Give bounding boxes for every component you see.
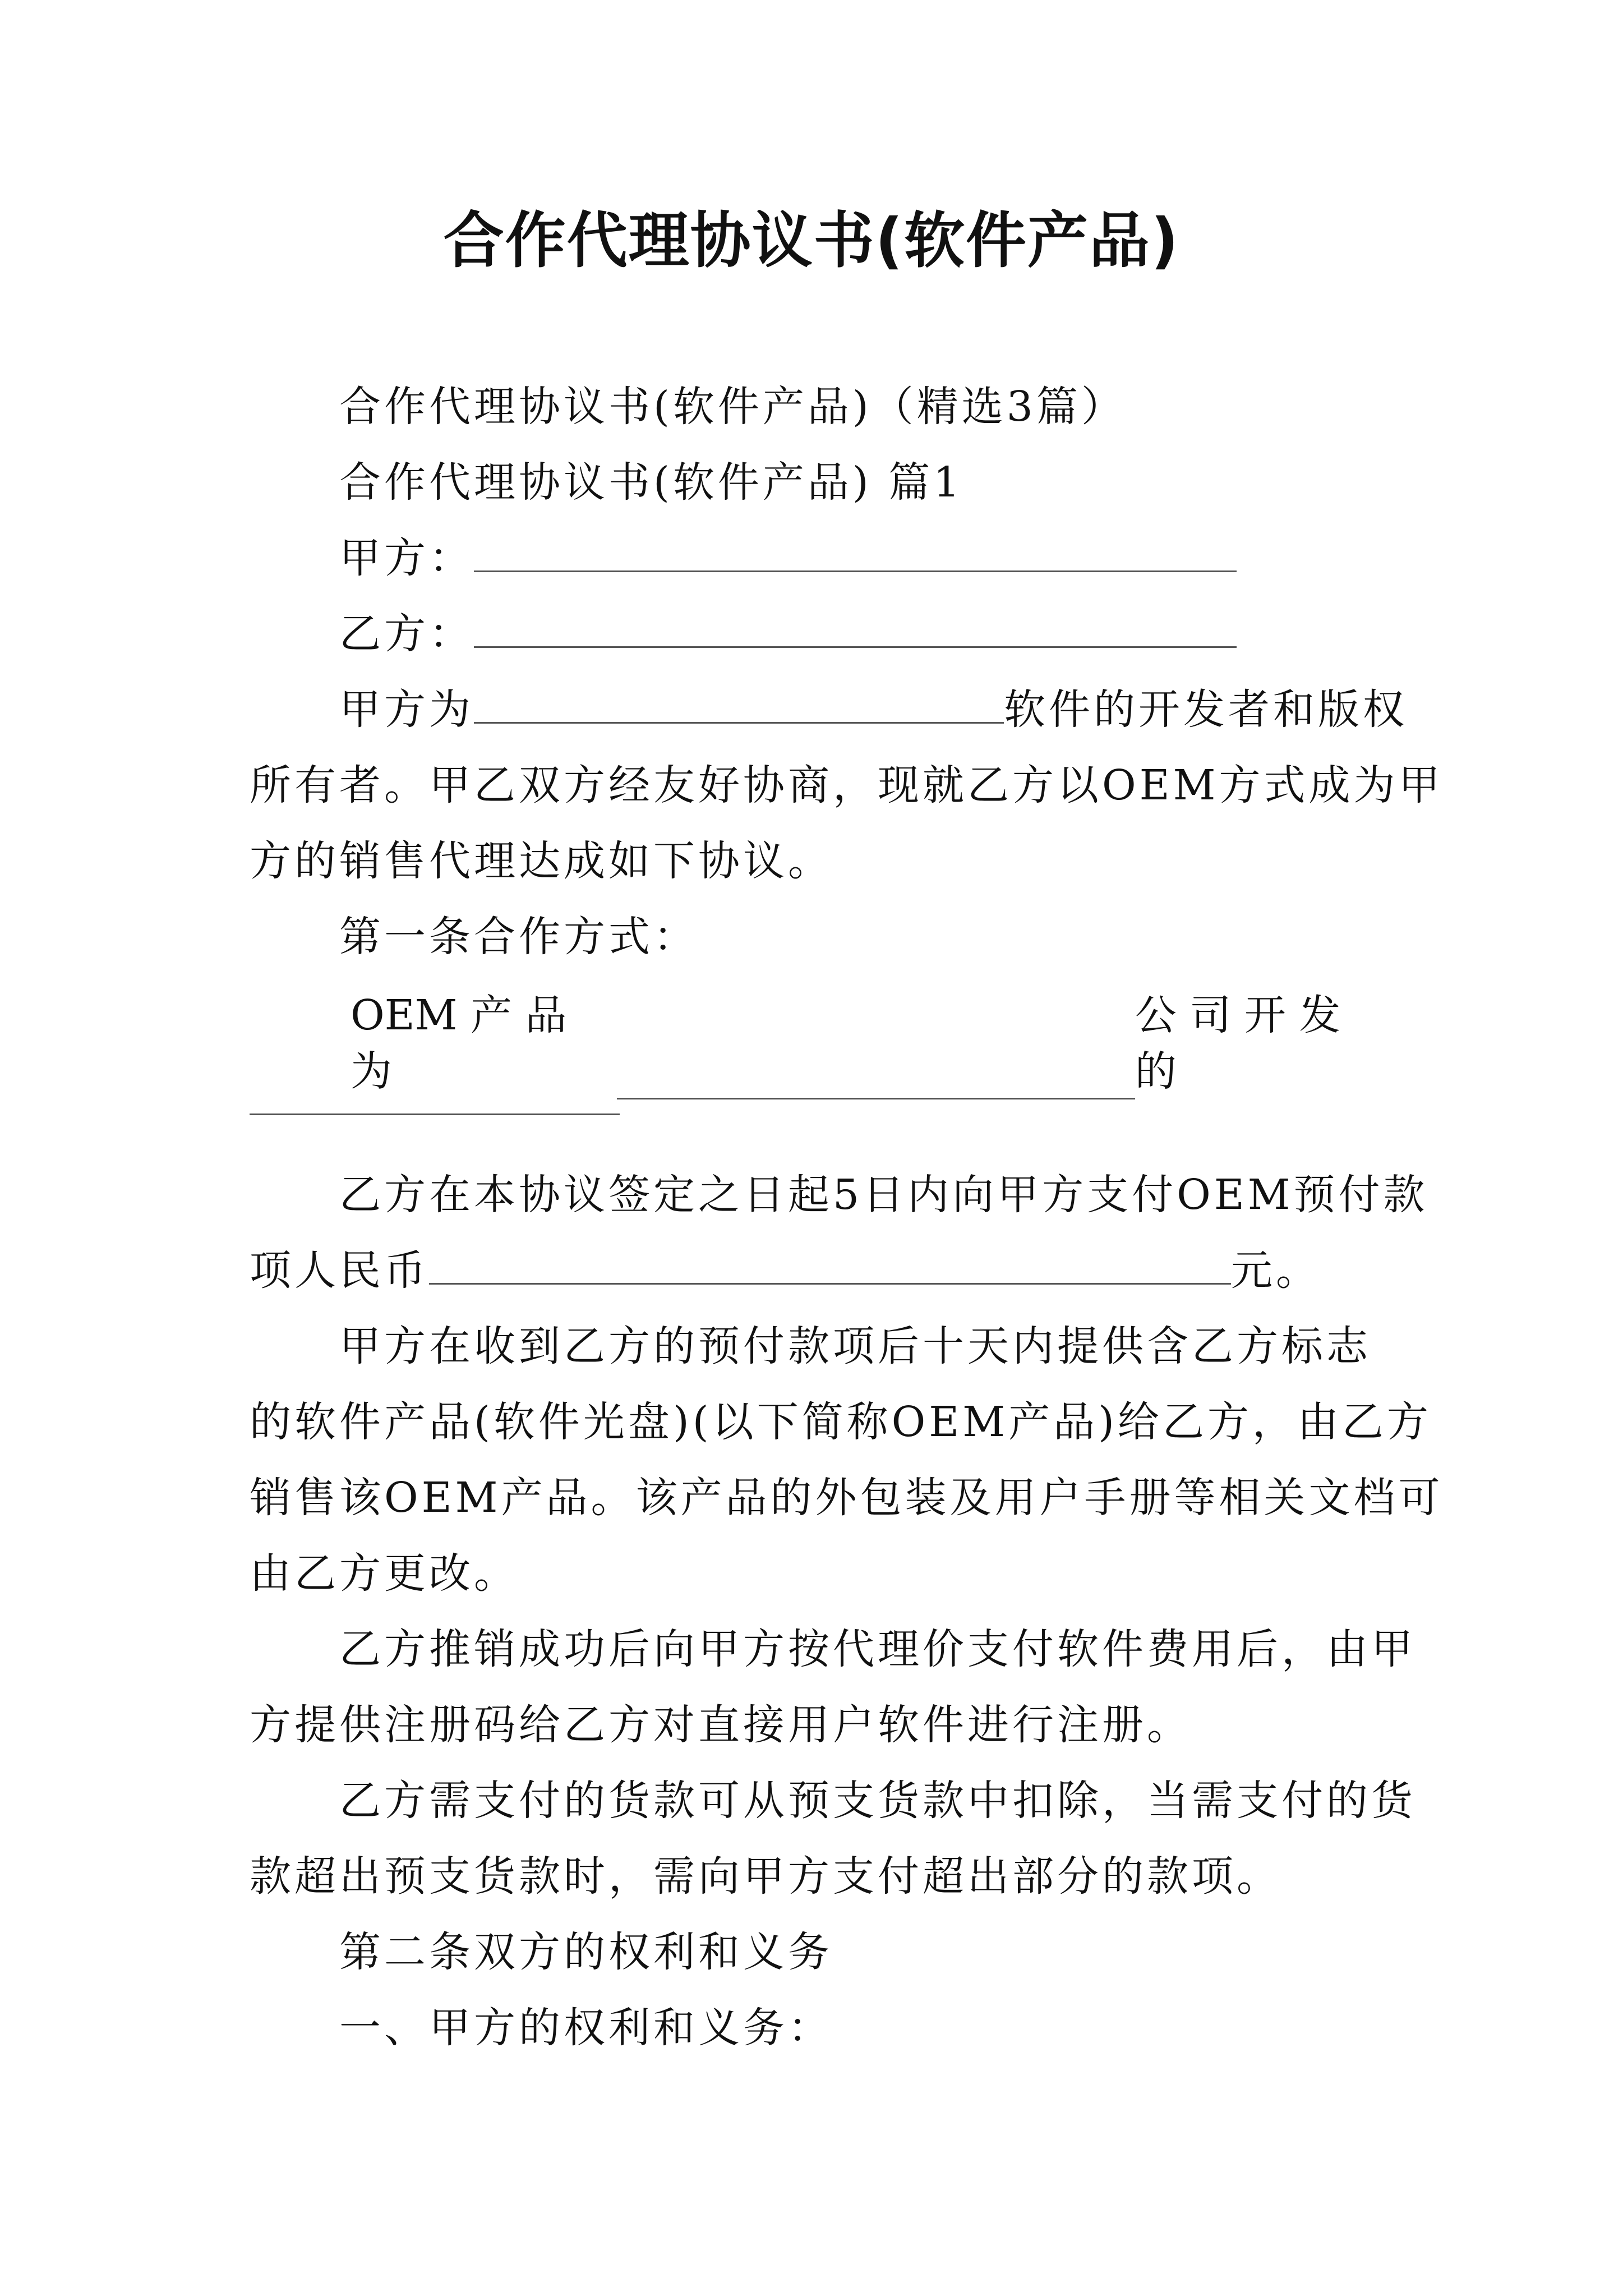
prepay-suffix: 元。 <box>1231 1246 1321 1295</box>
party-b-line <box>339 606 1237 662</box>
document-subtitle: 合作代理协议书(软件产品)（精选3篇） <box>339 383 1126 431</box>
intro-line-2: 所有者。甲乙双方经友好协商，现就乙方以OEM方式成为甲 <box>250 761 1444 809</box>
delivery-line-4: 由乙方更改。 <box>250 1549 519 1598</box>
party-a-label: 甲方： <box>339 534 474 582</box>
party-a-line <box>339 530 1237 586</box>
party-b-blank <box>474 607 1237 648</box>
oem-suffix: 公 司 开 发 的 <box>1135 991 1341 1096</box>
party-a-rights-heading: 一、甲方的权利和义务： <box>339 2004 833 2052</box>
prepay-line-1: 乙方在本协议签定之日起5日内向甲方支付OEM预付款 <box>339 1171 1428 1219</box>
oem-product-line <box>351 987 1391 1099</box>
delivery-line-3: 销售该OEM产品。该产品的外包装及用户手册等相关文档可 <box>250 1474 1444 1522</box>
payment-line-2: 款超出预支货款时，需向甲方支付超出部分的款项。 <box>250 1852 1281 1901</box>
document-title: 合作代理协议书(软件产品) <box>443 206 1180 276</box>
intro-suffix: 软件的开发者和版权 <box>1004 685 1408 734</box>
software-name-blank <box>474 683 1004 724</box>
delivery-line-2: 的软件产品(软件光盘)(以下简称OEM产品)给乙方，由乙方 <box>250 1398 1432 1446</box>
register-line-1: 乙方推销成功后向甲方按代理价支付软件费用后，由甲 <box>339 1625 1416 1673</box>
intro-prefix: 甲方为 <box>339 685 474 734</box>
oem-prefix: OEM 产 品 为 <box>351 991 567 1096</box>
company-name-blank <box>617 1059 1135 1099</box>
delivery-line-1: 甲方在收到乙方的预付款项后十天内提供含乙方标志 <box>339 1322 1371 1370</box>
prepay-prefix: 项人民币 <box>250 1246 429 1295</box>
register-line-2: 方提供注册码给乙方对直接用户软件进行注册。 <box>250 1701 1192 1749</box>
payment-line-1: 乙方需支付的货款可从预支货款中扣除，当需支付的货 <box>339 1777 1416 1825</box>
intro-line-1 <box>339 682 1408 738</box>
product-name-blank <box>250 1114 620 1115</box>
prepay-amount-blank <box>429 1244 1231 1285</box>
party-a-blank <box>474 531 1237 572</box>
section-heading: 合作代理协议书(软件产品) 篇1 <box>339 458 963 507</box>
intro-line-3: 方的销售代理达成如下协议。 <box>250 837 833 885</box>
party-b-label: 乙方： <box>339 610 474 658</box>
prepay-line-2 <box>250 1243 1321 1299</box>
article1-heading: 第一条合作方式： <box>339 913 698 961</box>
article2-heading: 第二条双方的权利和义务 <box>339 1928 833 1976</box>
